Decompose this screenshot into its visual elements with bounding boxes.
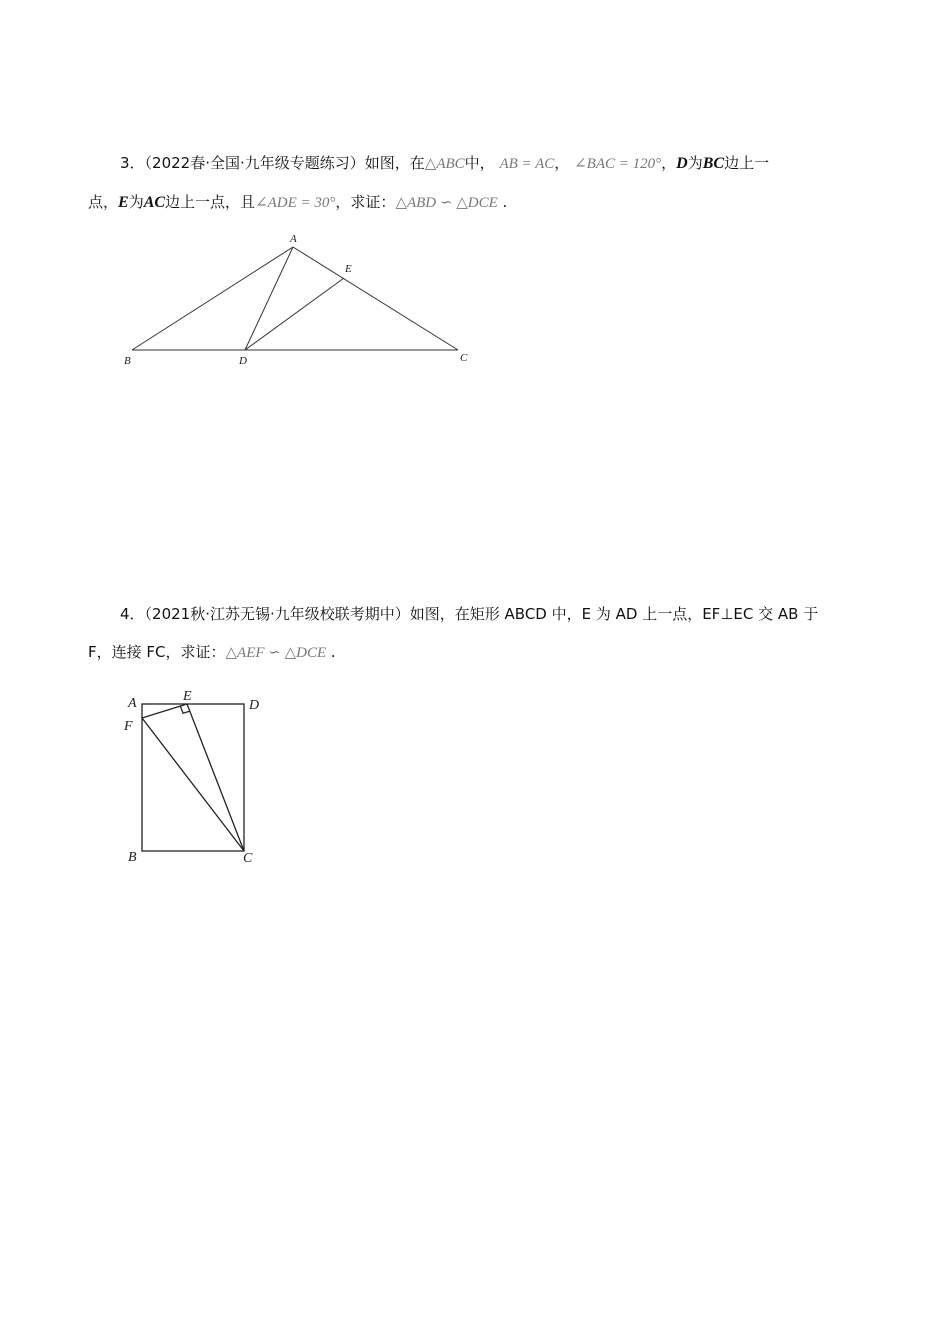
text: 如图，在 <box>364 154 425 172</box>
math: ∠BAC = 120° <box>574 156 662 172</box>
triangle-figure <box>110 225 490 375</box>
text: F，连接 FC，求证： <box>88 643 226 661</box>
problem-number: 3． <box>120 154 145 172</box>
math: AB = AC <box>499 156 555 172</box>
text: ， <box>661 154 677 172</box>
label-a: A <box>290 233 297 245</box>
problem-3-line-2 <box>88 192 507 213</box>
text: 边上一点，且 <box>165 193 256 211</box>
label-d: D <box>239 355 247 367</box>
problem-number: 4． <box>120 605 145 623</box>
label-b: B <box>128 850 137 865</box>
math: △ABD ∽ △DCE <box>395 195 498 211</box>
label-f: F <box>124 719 133 734</box>
text: 为 <box>687 154 703 172</box>
label-e: E <box>183 689 192 704</box>
text: 点， <box>88 193 119 211</box>
text: ， <box>554 154 570 172</box>
math: △ABC <box>424 156 465 172</box>
text: . <box>330 643 336 661</box>
rectangle-abcd <box>142 704 244 851</box>
rectangle-figure <box>115 685 275 870</box>
label-c: C <box>243 851 253 866</box>
problem-source: （2021秋·江苏无锡·九年级校联考期中） <box>144 605 410 623</box>
text: ，求证： <box>335 193 396 211</box>
text: 中， <box>464 154 495 172</box>
text: 为 <box>128 193 144 211</box>
segment-ec <box>187 704 244 851</box>
problem-3-line-1 <box>120 153 769 174</box>
segment-ef <box>142 704 187 718</box>
segment-de <box>245 278 344 350</box>
segment-ac <box>293 247 458 350</box>
problem-source: （2022春·全国·九年级专题练习） <box>144 154 365 172</box>
math-bold: D <box>676 155 688 172</box>
math-bold: BC <box>702 155 725 172</box>
text: 如图，在矩形 ABCD 中，E 为 AD 上一点，EF⊥EC 交 AB 于 <box>409 605 819 623</box>
segment-fc <box>142 718 244 851</box>
label-a: A <box>128 696 137 711</box>
label-e: E <box>345 263 352 275</box>
math-bold: AC <box>143 194 166 211</box>
text: . <box>502 193 508 211</box>
math-bold: E <box>118 194 129 211</box>
problem-4-line-2 <box>88 642 336 663</box>
math: ∠ADE = 30° <box>255 195 336 211</box>
label-d: D <box>249 698 260 713</box>
text: 边上一 <box>724 154 770 172</box>
label-b: B <box>124 355 131 367</box>
math: △AEF ∽ △DCE <box>225 645 327 661</box>
problem-4-line-1 <box>120 604 818 624</box>
label-c: C <box>460 352 468 364</box>
